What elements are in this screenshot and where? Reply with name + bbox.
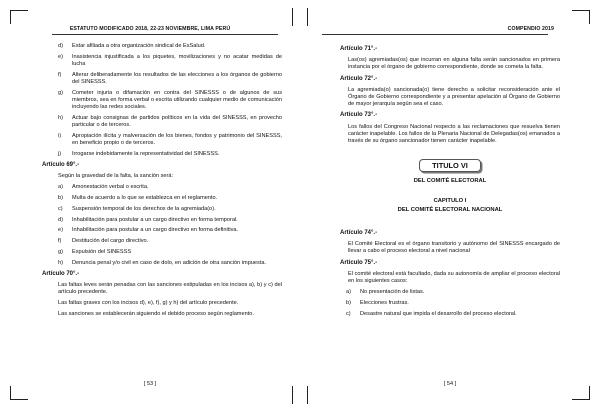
item-text: Actuar bajo consignas de partidos políticos en la vida del SINESSS, en provecho particular o de terceros. xyxy=(72,115,282,129)
article-71-text: Las(os) agremiadas(os) que incurran en alguna falta serán sancionados en primera instancia por el órgano de gobierno correspondiente, donde se cometa la falta. xyxy=(348,57,560,71)
item-text: Alterar deliberadamente los resultados de las elecciones a los órganos de gobierno del SINESSS. xyxy=(72,71,282,85)
article-74-title: Artículo 74°.- xyxy=(340,230,378,237)
article-73-title: Artículo 73°.- xyxy=(340,112,378,119)
list-item xyxy=(52,43,282,50)
list-item xyxy=(340,311,560,318)
casos-list xyxy=(340,289,560,318)
page-number: [ 54 ] xyxy=(443,381,457,387)
item-letter: i) xyxy=(58,133,62,139)
list-item xyxy=(52,195,282,202)
item-letter: c) xyxy=(346,310,351,317)
page-header: ESTATUTO MODIFICADO 2018, 22-23 NOVIEMBRE, LIMA PERÚ xyxy=(69,26,231,32)
item-text: Expulsión del SINESSS xyxy=(72,248,132,255)
item-letter: a) xyxy=(58,184,63,191)
list-item xyxy=(52,184,282,191)
item-text: Cometer injuria o difamación en contra del SINESSS o de algunos de sus miembros, sea en forma verbal o escrita utilizando cualquier medio de comunicación incluyendo las redes sociales. xyxy=(72,89,282,111)
header-rule xyxy=(52,34,278,35)
item-text: Suspensión temporal de los derechos de la agremiada(o). xyxy=(72,205,216,212)
list-item xyxy=(52,72,282,86)
item-letter: g) xyxy=(58,89,63,96)
article-70-para: Las faltas graves con los incisos d), e), f), g) y h) del artículo precedente. xyxy=(58,300,239,307)
article-69-intro: Según la gravedad de la falta, la sanción será: xyxy=(58,173,174,179)
page-header: COMPENDIO 2019 xyxy=(507,26,554,32)
item-letter: d) xyxy=(58,43,63,49)
list-item xyxy=(52,249,282,256)
article-75-text: El comité electoral está facultado, dada su autonomía de ampliar el proceso electoral en los siguientes casos: xyxy=(348,270,560,285)
header-rule xyxy=(322,34,548,35)
item-text: Estar afiliada a otra organización sindical de EsSalud. xyxy=(72,43,206,49)
item-letter: j) xyxy=(58,151,62,157)
item-text: Inhabilitación para postular a un cargo directivo en forma definitiva. xyxy=(72,227,239,234)
article-70-para: Las sanciones se establecerán siguiendo el debido proceso según reglamento. xyxy=(58,311,254,318)
item-text: Inasistencia injustificada a los piquetes, movilizaciones y no acatar medidas de lucha xyxy=(72,53,282,67)
item-letter: f) xyxy=(58,71,62,78)
item-text: Multa de acuerdo a lo que se establezca en el reglamento. xyxy=(72,195,218,201)
item-letter: h) xyxy=(58,259,63,266)
item-text: Irrogarse indebidamente la representatividad del SINESSS. xyxy=(72,151,220,157)
article-70-para: Las faltas leves serán penadas con las sanciones estipuladas en los incisos a), b) y c) del artículo precedente. xyxy=(58,281,282,295)
item-letter: a) xyxy=(346,289,351,296)
list-item xyxy=(340,300,560,307)
list-item xyxy=(52,206,282,213)
right-page-content xyxy=(340,43,560,322)
item-letter: e) xyxy=(58,227,63,234)
list-item xyxy=(52,115,282,129)
page-number: [ 53 ] xyxy=(143,381,157,387)
item-letter: h) xyxy=(58,115,63,121)
item-letter: d) xyxy=(58,216,63,223)
item-letter: g) xyxy=(58,248,63,255)
article-69-title: Artículo 69°.- xyxy=(42,161,80,168)
item-letter: e) xyxy=(58,53,63,60)
list-item xyxy=(52,260,282,267)
title-box: TITULO VI xyxy=(419,159,481,172)
section-subtitle: DEL COMITÉ ELECTORAL xyxy=(413,178,487,185)
chapter-subtitle: DEL COMITÉ ELECTORAL NACIONAL xyxy=(397,206,503,213)
item-text: Elecciones frustras. xyxy=(360,300,409,307)
list-item xyxy=(52,238,282,245)
chapter-title: CAPITULO I xyxy=(433,197,467,204)
item-letter: b) xyxy=(58,195,63,201)
left-page-content xyxy=(42,43,282,323)
list-item xyxy=(52,90,282,112)
list-item xyxy=(52,151,282,158)
item-text: Destitución del cargo directivo. xyxy=(72,238,149,245)
article-74-text: El Comité Electoral es el órgano transitorio y autónomo del SINESSS encargado de llevar a cabo el proceso electoral a nivel nacional xyxy=(348,241,560,255)
article-72-text: La agremiada(o) sancionada(o) tiene derecho a solicitar reconsideración ante el Órgano de Gobierno correspondiente y a presentar apelación al Órgano de Gobierno de mayor jerarquía según sea el caso. xyxy=(348,86,560,108)
article-75-title: Artículo 75°.- xyxy=(340,259,378,266)
sanciones-list xyxy=(52,184,282,267)
article-71-title: Artículo 71°.- xyxy=(340,46,378,52)
article-73-text: Los fallos del Congreso Nacional respecto a las reclamaciones que resuelva tienen carácter inapelable. Los fallos de la Plenaria Nacional de Delegadas(os) emanados a través de su órgano sancionador tienen carácter inapelable. xyxy=(348,123,560,145)
item-letter: f) xyxy=(58,238,62,245)
article-70-title: Artículo 70°.- xyxy=(42,270,80,277)
article-72-title: Artículo 72°.- xyxy=(340,75,378,82)
list-item xyxy=(52,54,282,68)
list-item xyxy=(52,217,282,224)
item-text: No presentación de listas. xyxy=(360,289,425,296)
item-letter: c) xyxy=(58,205,63,212)
list-item xyxy=(340,289,560,296)
item-text: Inhabilitación para postular a un cargo directivo en forma temporal. xyxy=(72,216,238,223)
list-item xyxy=(52,227,282,234)
list-item xyxy=(52,133,282,147)
item-text: Apropiación ilícita y malversación de los bienes, fondos y patrimonio del SINESSS, en beneficio propio o de terceros. xyxy=(72,133,282,147)
right-page xyxy=(300,0,600,410)
item-letter: b) xyxy=(346,300,351,307)
item-text: Desastre natural que impida el desarrollo del proceso electoral. xyxy=(360,310,517,317)
item-text: Amonestación verbal o escrita. xyxy=(72,184,149,191)
item-text: Denuncia penal y/o civil en caso de dolo, en adición de otra sanción impuesta. xyxy=(72,259,267,266)
faltas-list xyxy=(52,43,282,158)
